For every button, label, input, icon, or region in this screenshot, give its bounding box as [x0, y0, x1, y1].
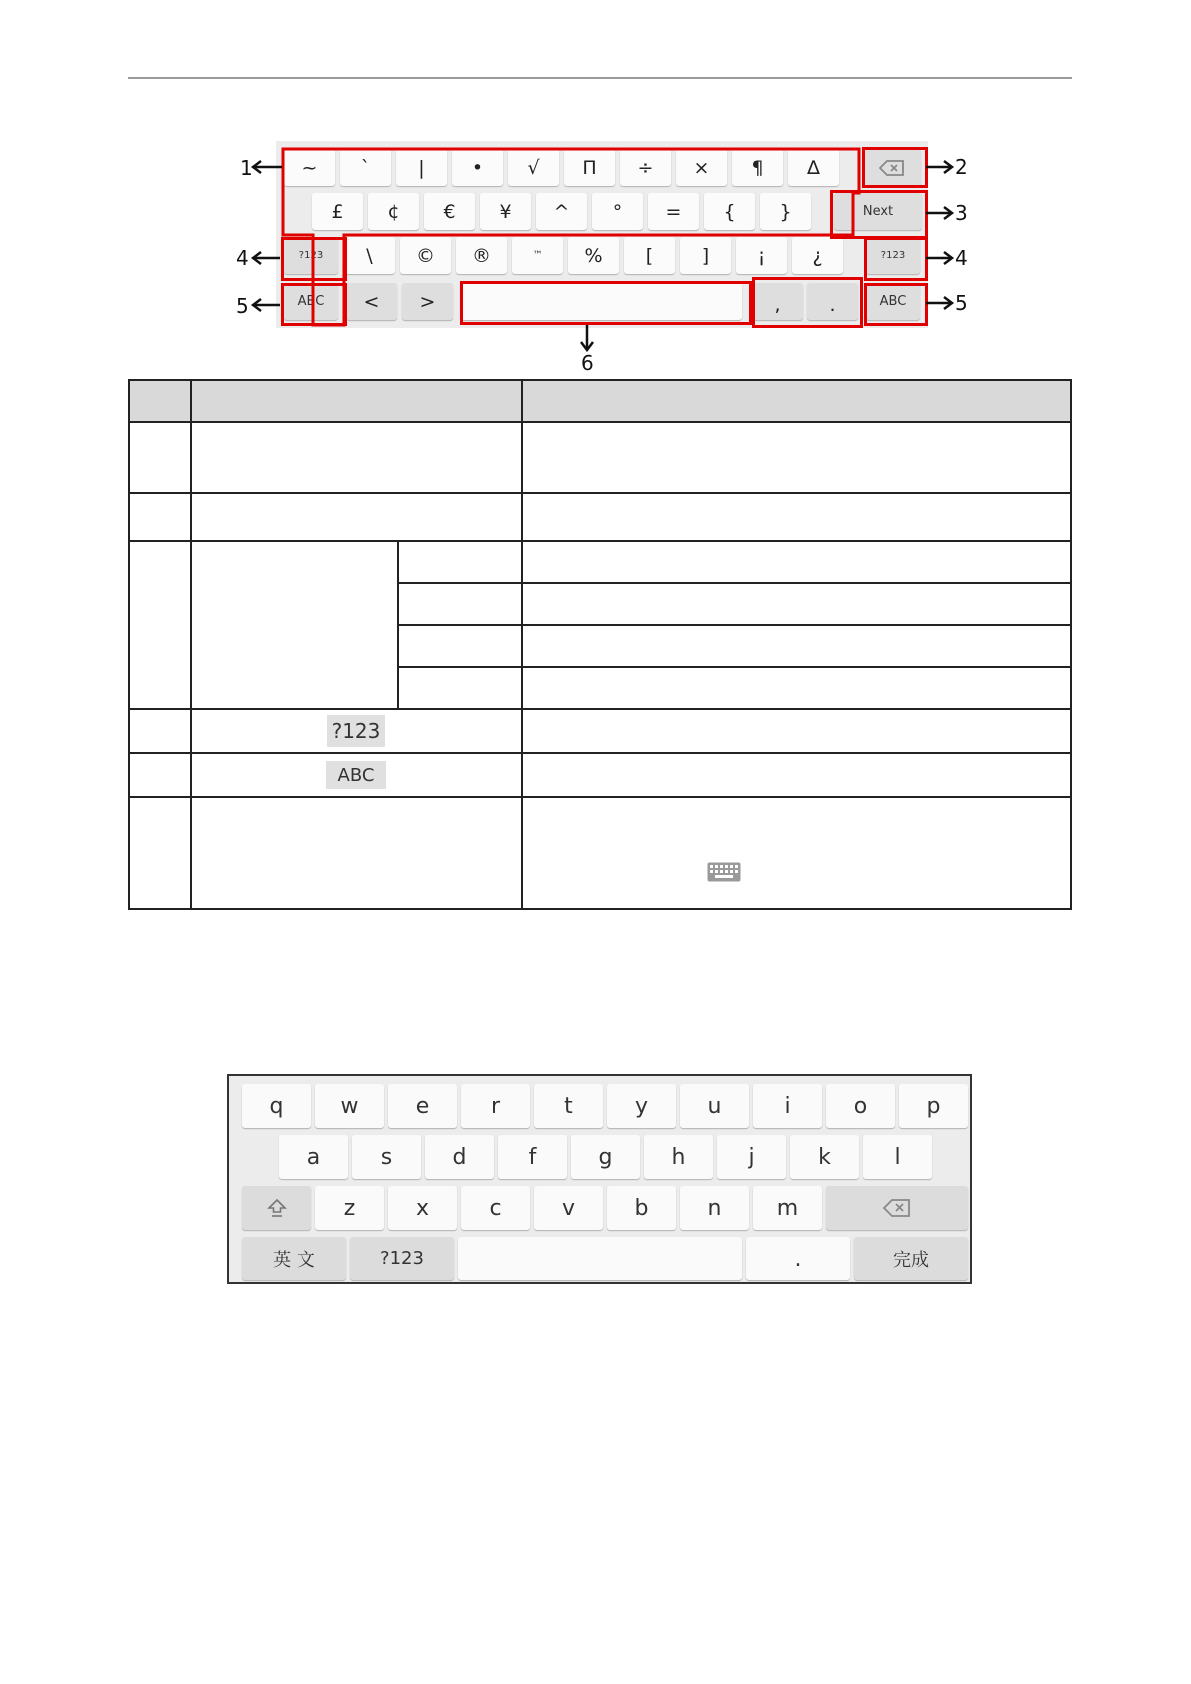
period-key[interactable]: . [746, 1237, 850, 1280]
key-letter[interactable]: a [279, 1135, 348, 1179]
key-letter[interactable]: m [753, 1186, 822, 1230]
key-letter[interactable]: h [644, 1135, 713, 1179]
table-cell [128, 540, 192, 710]
key-symbol[interactable]: = [648, 193, 699, 230]
backspace-icon [883, 1199, 911, 1217]
done-key[interactable]: 完成 [854, 1237, 968, 1280]
key-letter[interactable]: y [607, 1084, 676, 1128]
callout-5-right: 5 [955, 291, 968, 315]
table-cell [128, 421, 192, 494]
table-header-cell [128, 379, 192, 423]
key-letter[interactable]: v [534, 1186, 603, 1230]
num-key-right[interactable]: ?123 [866, 237, 920, 274]
key-symbol[interactable]: ] [680, 237, 731, 274]
key-symbol[interactable]: ÷ [620, 149, 671, 186]
key-letter[interactable]: n [680, 1186, 749, 1230]
key-symbol[interactable]: ° [592, 193, 643, 230]
key-letter[interactable]: c [461, 1186, 530, 1230]
key-letter[interactable]: k [790, 1135, 859, 1179]
backspace-icon [879, 160, 905, 176]
key-symbol[interactable]: € [424, 193, 475, 230]
callout-4-right: 4 [955, 246, 968, 270]
description-table [128, 379, 1072, 910]
table-cell [128, 752, 192, 798]
key-symbol[interactable]: < [346, 283, 397, 320]
key-letter[interactable]: l [863, 1135, 932, 1179]
key-symbol[interactable]: ^ [536, 193, 587, 230]
shift-key[interactable] [242, 1186, 311, 1230]
key-letter[interactable]: r [461, 1084, 530, 1128]
key-letter[interactable]: e [388, 1084, 457, 1128]
key-symbol[interactable]: % [568, 237, 619, 274]
table-cell [521, 582, 1072, 626]
space-key[interactable] [460, 283, 742, 320]
qwerty-keyboard [227, 1074, 972, 1284]
key-letter[interactable]: p [899, 1084, 968, 1128]
key-symbol[interactable]: ¡ [736, 237, 787, 274]
key-letter[interactable]: j [717, 1135, 786, 1179]
key-letter[interactable]: q [242, 1084, 311, 1128]
key-letter[interactable]: o [826, 1084, 895, 1128]
table-cell [397, 666, 523, 710]
table-cell [397, 624, 523, 668]
key-symbol[interactable]: ` [340, 149, 391, 186]
key-letter[interactable]: b [607, 1186, 676, 1230]
shift-icon [267, 1198, 287, 1218]
key-letter[interactable]: x [388, 1186, 457, 1230]
key-symbol[interactable]: × [676, 149, 727, 186]
callout-1: 1 [240, 156, 253, 180]
backspace-key[interactable] [826, 1186, 968, 1230]
key-symbol[interactable]: | [396, 149, 447, 186]
key-symbol[interactable]: £ [312, 193, 363, 230]
key-symbol[interactable]: ~ [284, 149, 335, 186]
table-cell [190, 540, 399, 710]
table-cell [521, 540, 1072, 584]
key-symbol[interactable]: Π [564, 149, 615, 186]
table-cell [521, 421, 1072, 494]
callout-6: 6 [581, 351, 594, 375]
backspace-key[interactable] [863, 149, 921, 186]
table-cell [397, 540, 523, 584]
key-letter[interactable]: g [571, 1135, 640, 1179]
table-header-cell [190, 379, 523, 423]
num-key[interactable]: ?123 [350, 1237, 454, 1280]
key-symbol[interactable]: ¶ [732, 149, 783, 186]
key-symbol[interactable]: \ [344, 237, 395, 274]
key-letter[interactable]: w [315, 1084, 384, 1128]
key-symbol[interactable]: ® [456, 237, 507, 274]
key-symbol[interactable]: ∆ [788, 149, 839, 186]
table-header-cell [521, 379, 1072, 423]
language-key[interactable]: 英 文 [242, 1237, 346, 1280]
key-symbol[interactable]: ¥ [480, 193, 531, 230]
table-cell [190, 796, 523, 910]
key-letter[interactable]: i [753, 1084, 822, 1128]
header-rule [128, 77, 1072, 79]
table-cell [190, 421, 523, 494]
table-cell [397, 582, 523, 626]
key-symbol[interactable]: © [400, 237, 451, 274]
table-cell [521, 752, 1072, 798]
callout-3: 3 [955, 201, 968, 225]
num-key-left[interactable]: ?123 [284, 237, 338, 274]
key-symbol[interactable]: ™ [512, 237, 563, 274]
table-cell [521, 666, 1072, 710]
key-symbol[interactable]: • [452, 149, 503, 186]
key-symbol[interactable]: > [402, 283, 453, 320]
callout-4-left: 4 [236, 246, 249, 270]
keyboard-icon [707, 862, 741, 882]
key-letter[interactable]: u [680, 1084, 749, 1128]
table-cell [521, 708, 1072, 754]
key-letter[interactable]: z [315, 1186, 384, 1230]
key-symbol[interactable]: [ [624, 237, 675, 274]
table-cell [521, 492, 1072, 542]
table-cell [128, 492, 192, 542]
key-symbol[interactable]: } [760, 193, 811, 230]
num-key-chip: ?123 [327, 715, 385, 747]
table-cell [521, 624, 1072, 668]
table-cell [521, 796, 1072, 910]
callout-2: 2 [955, 155, 968, 179]
table-cell [190, 492, 523, 542]
abc-key-right[interactable]: ABC [866, 283, 920, 320]
key-symbol[interactable]: , [752, 283, 803, 320]
key-symbol[interactable]: . [807, 283, 858, 320]
table-cell [128, 796, 192, 910]
key-symbol[interactable]: ¢ [368, 193, 419, 230]
key-symbol[interactable]: √ [508, 149, 559, 186]
symbol-keyboard [276, 141, 928, 328]
space-key[interactable] [458, 1237, 742, 1280]
key-symbol[interactable]: { [704, 193, 755, 230]
next-key[interactable]: Next [834, 193, 922, 230]
table-cell [128, 708, 192, 754]
key-letter[interactable]: d [425, 1135, 494, 1179]
key-symbol[interactable]: ¿ [792, 237, 843, 274]
callout-5-left: 5 [236, 294, 249, 318]
key-letter[interactable]: t [534, 1084, 603, 1128]
abc-key-chip: ABC [326, 761, 386, 789]
abc-key-left[interactable]: ABC [284, 283, 338, 320]
key-letter[interactable]: f [498, 1135, 567, 1179]
key-letter[interactable]: s [352, 1135, 421, 1179]
